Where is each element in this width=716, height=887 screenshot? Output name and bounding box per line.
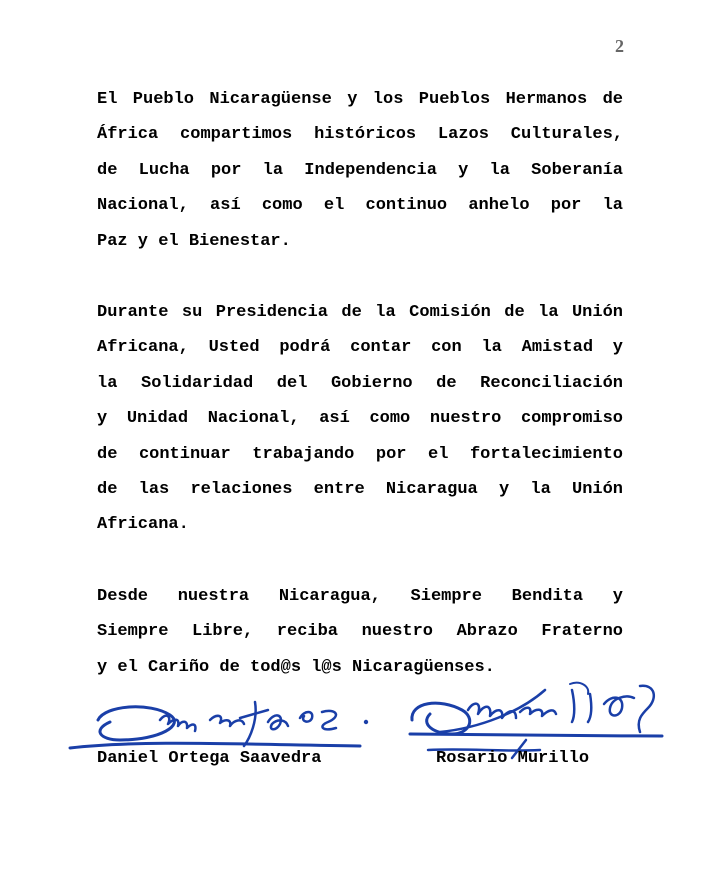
signer-name-daniel-ortega: Daniel Ortega Saavedra	[97, 749, 322, 768]
paragraph-line: y el Cariño de tod@s l@s Nicaragüenses.	[97, 657, 495, 677]
signature-rosario-murillo	[410, 683, 662, 758]
paragraph-line: de las relaciones entre Nicaragua y la Unión	[97, 480, 623, 500]
paragraph-1	[97, 82, 623, 259]
paragraph-line: Siempre Libre, reciba nuestro Abrazo Fraterno	[97, 622, 623, 642]
paragraph-line: Desde nuestra Nicaragua, Siempre Bendita y	[97, 587, 623, 606]
paragraph-line: Africana, Usted podrá contar con la Amistad y	[97, 338, 623, 358]
signatures-graphic	[0, 660, 716, 790]
paragraph-line: El Pueblo Nicaragüense y los Pueblos Hermanos de	[97, 90, 623, 109]
paragraph-line: de continuar trabajando por el fortalecimiento	[97, 444, 623, 464]
paragraph-line: África compartimos históricos Lazos Culturales,	[97, 125, 623, 145]
paragraph-line: de Lucha por la Independencia y la Soberanía	[97, 160, 623, 180]
paragraph-line: y Unidad Nacional, así como nuestro compromiso	[97, 409, 623, 429]
paragraph-line: Nacional, así como el continuo anhelo por la	[97, 196, 623, 216]
page-number: 2	[615, 36, 624, 56]
paragraph-line: Africana.	[97, 515, 189, 535]
signature-daniel-ortega	[70, 702, 368, 748]
paragraph-2	[97, 295, 623, 543]
paragraph-line: Durante su Presidencia de la Comisión de la Unión	[97, 303, 623, 322]
signer-name-rosario-murillo: Rosario Murillo	[436, 749, 590, 768]
paragraph-line: Paz y el Bienestar.	[97, 231, 291, 251]
paragraph-line: la Solidaridad del Gobierno de Reconciliación	[97, 373, 623, 393]
